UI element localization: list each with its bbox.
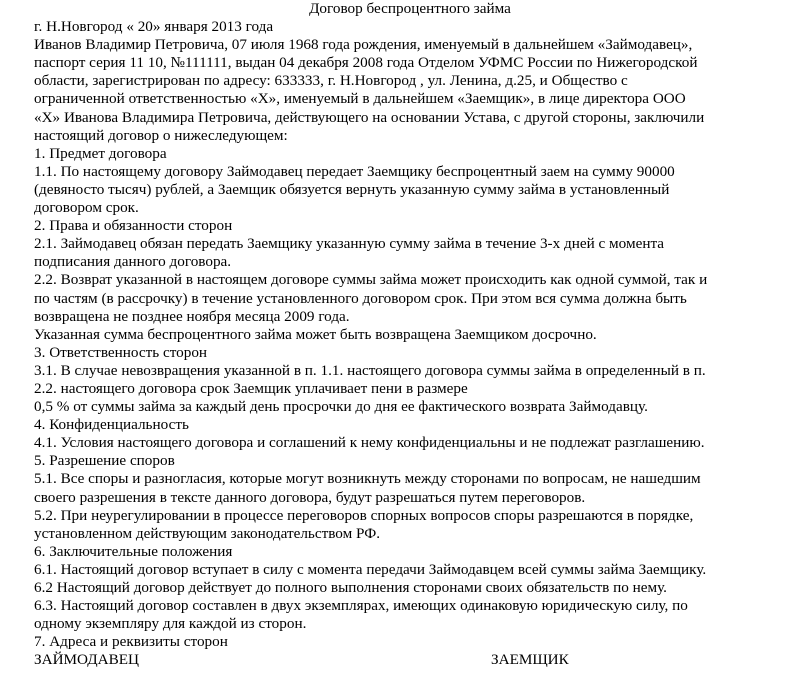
- text-line: (девяносто тысяч) рублей, а Заемщик обязуется вернуть указанную сумму займа в установленный: [34, 180, 670, 198]
- section-heading-subject: 1. Предмет договора: [34, 144, 167, 162]
- section-heading-confidentiality: 4. Конфиденциальность: [34, 416, 189, 434]
- text-line: 2.2. настоящего договора срок Заемщик уплачивает пени в размере: [34, 379, 468, 397]
- contract-document: [34, 0, 786, 669]
- text-line: 2.2. Возврат указанной в настоящем договоре суммы займа может происходить как одной суммой, так и: [34, 271, 708, 289]
- section-heading-liability: 3. Ответственность сторон: [34, 343, 208, 361]
- text-line: 6.1. Настоящий договор вступает в силу с момента передачи Займодавцем всей суммы займа Заемщику.: [34, 560, 707, 578]
- text-line: 5.2. При неурегулировании в процессе переговоров спорных вопросов споры разрешаются в порядке,: [34, 506, 694, 524]
- text-line: договором срок.: [34, 199, 139, 217]
- text-line: установленном действующим законодательством РФ.: [34, 524, 380, 542]
- text-line: 6.3. Настоящий договор составлен в двух экземплярах, имеющих одинаковую юридическую силу, по: [34, 597, 688, 615]
- section-heading-final: 6. Заключительные положения: [34, 542, 233, 560]
- signature-row: [34, 651, 786, 669]
- text-line: одному экземпляру для каждой из сторон.: [34, 615, 307, 633]
- text-line: Иванов Владимир Петровича, 07 июля 1968 года рождения, именуемый в дальнейшем «Займодавец»,: [34, 36, 693, 54]
- text-line: возвращена не позднее ноября месяца 2009 года.: [34, 307, 350, 325]
- text-line: по частям (в рассрочку) в течение установленного договором срок. При этом вся сумма должна быть: [34, 289, 687, 307]
- text-line: 6.2 Настоящий договор действует до полного выполнения сторонами своих обязательств по нему.: [34, 579, 667, 596]
- text-line: подписания данного договора.: [34, 253, 232, 271]
- borrower-signature-label: ЗАЕМЩИК: [491, 651, 569, 669]
- text-line: паспорт серия 11 10, №111111, выдан 04 декабря 2008 года Отделом УФМС России по Нижегородской: [34, 54, 698, 72]
- document-title: Договор беспроцентного займа: [309, 0, 511, 17]
- text-line: Указанная сумма беспроцентного займа может быть возвращена Заемщиком досрочно.: [34, 325, 597, 343]
- text-line: ограниченной ответственностью «Х», именуемый в дальнейшем «Заемщик», в лице директора ООО: [34, 90, 686, 108]
- section-heading-rights: 2. Права и обязанности сторон: [34, 217, 233, 235]
- text-line: 5.1. Все споры и разногласия, которые могут возникнуть между сторонами по вопросам, не нашедшим: [34, 470, 701, 488]
- section-heading-addresses: 7. Адреса и реквизиты сторон: [34, 633, 228, 651]
- text-line: области, зарегистрирован по адресу: 633333, г. Н.Новгород , ул. Ленина, д.25, и Общество с: [34, 72, 628, 90]
- text-line: 3.1. В случае невозвращения указанной в п. 1.1. настоящего договора суммы займа в определенный в п.: [34, 361, 706, 379]
- place-date-line: г. Н.Новгород « 20» января 2013 года: [34, 18, 274, 36]
- text-line: настоящий договор о нижеследующем:: [34, 126, 288, 144]
- text-line: 2.1. Займодавец обязан передать Заемщику указанную сумму займа в течение 3-х дней с момента: [34, 235, 665, 253]
- section-heading-disputes: 5. Разрешение споров: [34, 452, 175, 470]
- text-line: 0,5 % от суммы займа за каждый день просрочки до дня ее фактического возврата Займодавцу.: [34, 398, 648, 416]
- text-line: 4.1. Условия настоящего договора и соглашений к нему конфиденциальны и не подлежат разглашению.: [34, 434, 705, 452]
- text-line: своего разрешения в тексте данного договора, будут разрешаться путем переговоров.: [34, 488, 586, 506]
- text-line: «Х» Иванова Владимира Петровича, действующего на основании Устава, с другой стороны, заключили: [34, 108, 705, 126]
- text-line: 1.1. По настоящему договору Займодавец передает Заемщику беспроцентный заем на сумму 90000: [34, 162, 675, 180]
- lender-signature-label: ЗАЙМОДАВЕЦ: [34, 651, 139, 669]
